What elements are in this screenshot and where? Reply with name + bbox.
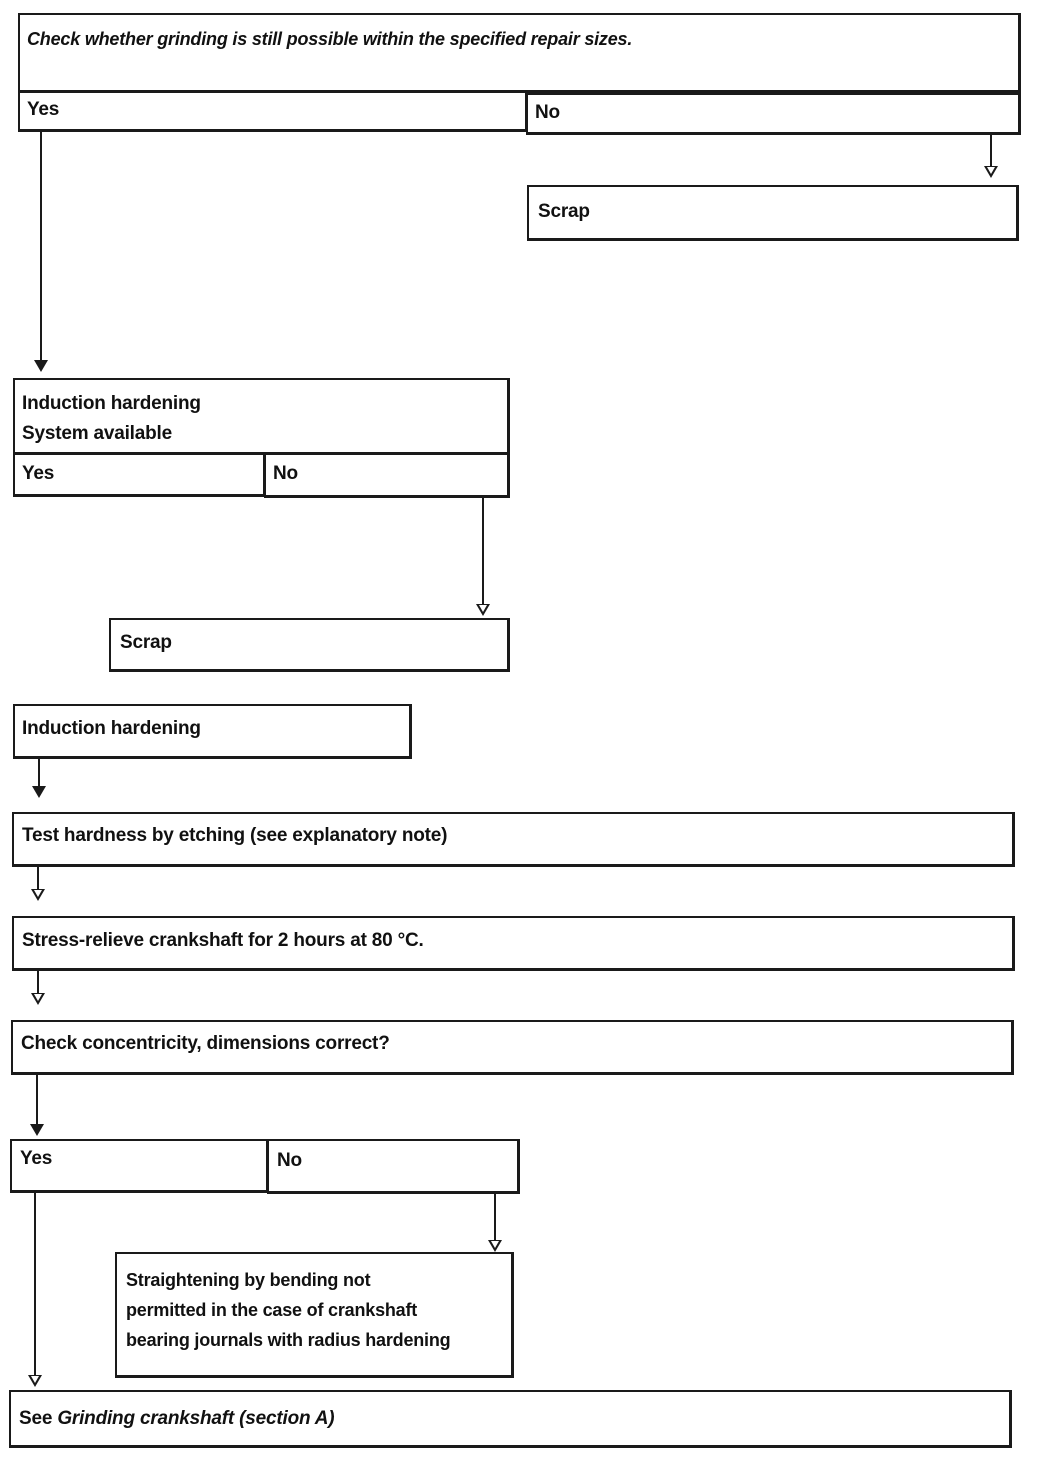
connector-hardening-test: [38, 757, 40, 787]
straightening-note-text: [126, 1265, 450, 1355]
arrow-to-stress-relieve: [31, 889, 45, 901]
induction-system-line2: System available: [22, 423, 172, 444]
stress-relieve-box: [12, 916, 1015, 971]
arrow-to-check-concentricity: [31, 993, 45, 1005]
test-hardness-box: [12, 812, 1015, 867]
induction-system-line1: Induction hardening: [22, 393, 201, 414]
scrap-box-1: [527, 185, 1019, 241]
final-box: [9, 1390, 1012, 1448]
connector-check-yesno: [36, 1073, 38, 1125]
final-prefix: See: [19, 1408, 53, 1429]
connector-grinding-yes: [40, 131, 42, 365]
check-grinding-no-label: No: [535, 102, 560, 123]
straightening-note-line2: permitted in the case of crankshaft: [126, 1300, 418, 1320]
final-link-title[interactable]: Grinding crankshaft: [57, 1408, 235, 1429]
check-concentricity-yes-label: Yes: [20, 1148, 53, 1169]
arrow-to-scrap-1: [984, 166, 998, 178]
straightening-note-box: [115, 1252, 514, 1378]
connector-grinding-no: [990, 134, 992, 168]
arrow-to-scrap-2: [476, 604, 490, 616]
connector-stress-check: [37, 969, 39, 995]
check-grinding-box: [18, 13, 1021, 93]
check-concentricity-yes-cell: [10, 1139, 269, 1193]
check-concentricity-box: [11, 1020, 1014, 1075]
scrap-label-1: Scrap: [538, 201, 590, 222]
induction-system-box: [13, 378, 510, 455]
straightening-note-line3: bearing journals with radius hardening: [126, 1330, 451, 1350]
check-grinding-question: Check whether grinding is still possible within the specified repair sizes.: [27, 29, 633, 49]
scrap-label-2: Scrap: [120, 632, 172, 653]
check-concentricity-no-label: No: [277, 1150, 302, 1171]
check-concentricity-question: Check concentricity, dimensions correct?: [21, 1033, 390, 1054]
induction-system-no-label: No: [273, 463, 298, 484]
stress-relieve-label: Stress-relieve crankshaft for 2 hours at 80 °C.: [22, 930, 424, 951]
induction-hardening-box: [13, 704, 412, 759]
arrow-to-straightening-note: [488, 1240, 502, 1252]
connector-concentricity-no: [494, 1193, 496, 1241]
final-reference: [19, 1404, 334, 1434]
connector-concentricity-yes: [34, 1191, 36, 1375]
test-hardness-label: Test hardness by etching (see explanatory note): [22, 825, 448, 846]
induction-hardening-label: Induction hardening: [22, 718, 201, 739]
connector-induction-no: [482, 497, 484, 605]
final-suffix: (section A): [239, 1408, 335, 1429]
check-grinding-yes-label: Yes: [27, 99, 60, 120]
arrow-to-concentricity-answer: [30, 1124, 44, 1136]
induction-system-no-cell: [264, 453, 510, 498]
straightening-note-line1: Straightening by bending not: [126, 1270, 371, 1290]
induction-system-yes-label: Yes: [22, 463, 55, 484]
scrap-box-2: [109, 618, 510, 672]
check-grinding-no-cell: [526, 93, 1021, 135]
arrow-to-test-hardness: [32, 786, 46, 798]
connector-test-stress: [37, 865, 39, 891]
induction-system-yes-cell: [13, 453, 266, 497]
arrow-to-induction-system: [34, 360, 48, 372]
check-concentricity-no-cell: [267, 1139, 520, 1194]
arrow-to-final: [28, 1375, 42, 1387]
induction-system-question: [22, 389, 201, 449]
check-grinding-yes-cell: [18, 91, 528, 132]
